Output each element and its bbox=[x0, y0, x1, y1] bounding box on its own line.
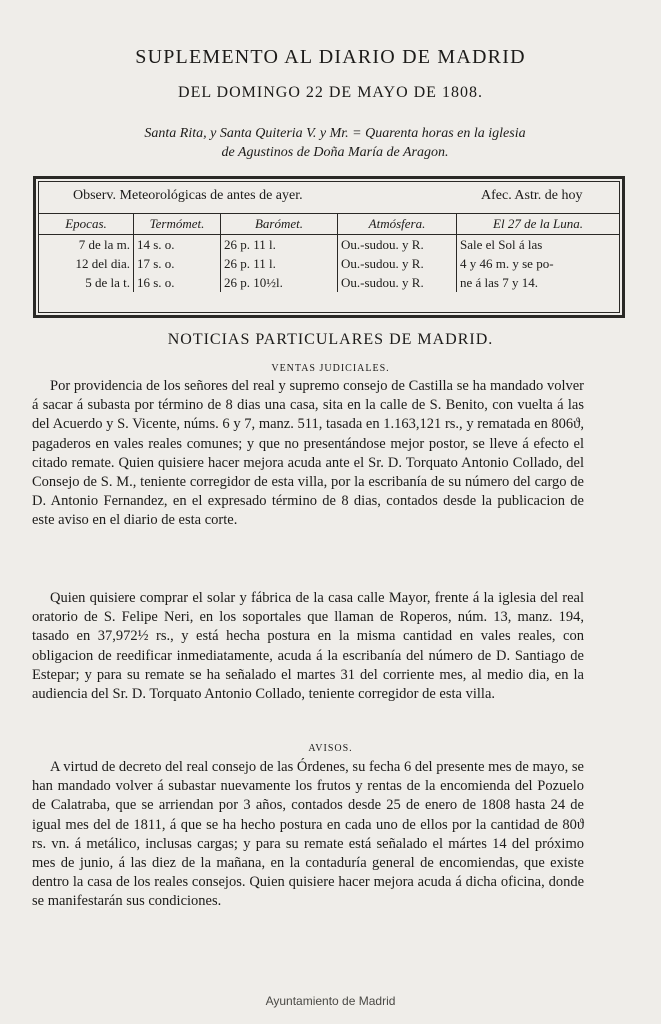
cell-barometro: 26 p. 11 l. bbox=[221, 235, 338, 255]
avisos-heading: AVISOS. bbox=[308, 743, 353, 754]
col-epocas: Epocas. bbox=[39, 214, 134, 235]
cell-barometro: 26 p. 10½l. bbox=[221, 273, 338, 292]
cell-epoca: 12 del dia. bbox=[75, 255, 130, 271]
meteo-box bbox=[38, 181, 620, 313]
col-atmosfera: Atmósfera. bbox=[338, 214, 457, 235]
cell-atmosfera: Ou.-sudou. y R. bbox=[338, 235, 457, 255]
cell-atmosfera: Ou.-sudou. y R. bbox=[338, 254, 457, 273]
issue-date: DEL DOMINGO 22 DE MAYO DE 1808. bbox=[178, 84, 483, 101]
page-title: SUPLEMENTO AL DIARIO DE MADRID bbox=[135, 46, 526, 68]
avisos-paragraph-1: A virtud de decreto del real consejo de las Órdenes, su fecha 6 del presente mes de mayo, se han mandado volver á subastar nuevamente los frutos y rentas de la encomienda del Pozuelo de Calatraba, que se arriendan por 3 años, contados desde 25 de enero de 1808 hasta 24 de igual mes del de 1811, á que se ha hecho postura en cada uno de ellos por la cantidad de 80ϑ rs. vn. á metálico, inclusas cargas; y para su remate está señalado el mártes 14 del próximo mes de junio, á las diez de la mañana, en la contaduría general de encomiendas, que existe dentro la casa de los reales consejos. Quien quisiere hacer mejora acuda á dicha oficina, donde se manifestarán sus condiciones. bbox=[32, 759, 584, 910]
ventas-paragraph-2: Quien quisiere comprar el solar y fábrica de la casa calle Mayor, frente á la iglesia del real oratorio de S. Felipe Neri, en los soportales que llaman de Roperos, núm. 13, manz. 194, tasado en 37,972½ rs., y está hecha postura en la misma cantidad en vales reales, con obligacion de reedificar inmediatamente, acuda á la escribanía del número de D. Santiago de Estepar; y para su remate se ha señalado el martes 31 del corriente mes, al medio dia, en la audiencia del Sr. D. Torquato Antonio Collado, teniente corregidor de esta villa. bbox=[32, 590, 584, 703]
col-barometro: Barómet. bbox=[221, 214, 338, 235]
saints-line-2: de Agustinos de Doña María de Aragon. bbox=[221, 145, 449, 160]
table-row bbox=[39, 235, 619, 255]
table-row bbox=[39, 273, 619, 292]
col-termometro: Termómet. bbox=[134, 214, 221, 235]
cell-barometro: 26 p. 11 l. bbox=[221, 254, 338, 273]
meteo-header-row bbox=[39, 214, 619, 235]
cell-termometro: 17 s. o. bbox=[134, 254, 221, 273]
saints-of-day bbox=[40, 124, 630, 162]
astro-heading: Afec. Astr. de hoy bbox=[481, 188, 583, 203]
cell-epoca: 7 de la m. bbox=[78, 236, 130, 252]
ventas-heading: VENTAS JUDICIALES. bbox=[271, 363, 390, 374]
cell-atmosfera: Ou.-sudou. y R. bbox=[338, 273, 457, 292]
meteo-heading: Observ. Meteorológicas de antes de ayer. bbox=[73, 188, 303, 203]
meteo-table bbox=[39, 213, 619, 292]
section-title: NOTICIAS PARTICULARES DE MADRID. bbox=[167, 331, 494, 348]
table-row bbox=[39, 254, 619, 273]
cell-luna: Sale el Sol á las bbox=[457, 235, 620, 255]
cell-epoca: 5 de la t. bbox=[85, 274, 130, 290]
saints-line-1: Santa Rita, y Santa Quiteria V. y Mr. = Quarenta horas en la iglesia bbox=[144, 126, 526, 141]
cell-luna: ne á las 7 y 14. bbox=[457, 273, 620, 292]
cell-termometro: 16 s. o. bbox=[134, 273, 221, 292]
col-luna: El 27 de la Luna. bbox=[457, 214, 620, 235]
archive-credit: Ayuntamiento de Madrid bbox=[265, 994, 396, 1008]
cell-luna: 4 y 46 m. y se po- bbox=[457, 254, 620, 273]
ventas-paragraph-1: Por providencia de los señores del real y supremo consejo de Castilla se ha mandado volver á sacar á subasta por término de 8 dias una casa, sita en la calle de S. Benito, con vuelta á las del Acuerdo y S. Vicente, núms. 6 y 7, manz. 511, tasada en 1.163,121 rs., y rematada en 806ϑ, pagaderos en vales reales comunes; y que no presentándose mejor postor, se lleve á efecto el citado remate. Quien quisiere hacer mejora acuda ante el Sr. D. Torquato Antonio Collado, del Consejo de S. M., teniente corregidor de esta villa, por la escribanía de su número del cargo de D. Antonio Fernandez, en el expresado término de 8 dias, contados desde la publicacion de este aviso en el diario de esta corte. bbox=[32, 378, 584, 529]
cell-termometro: 14 s. o. bbox=[134, 235, 221, 255]
